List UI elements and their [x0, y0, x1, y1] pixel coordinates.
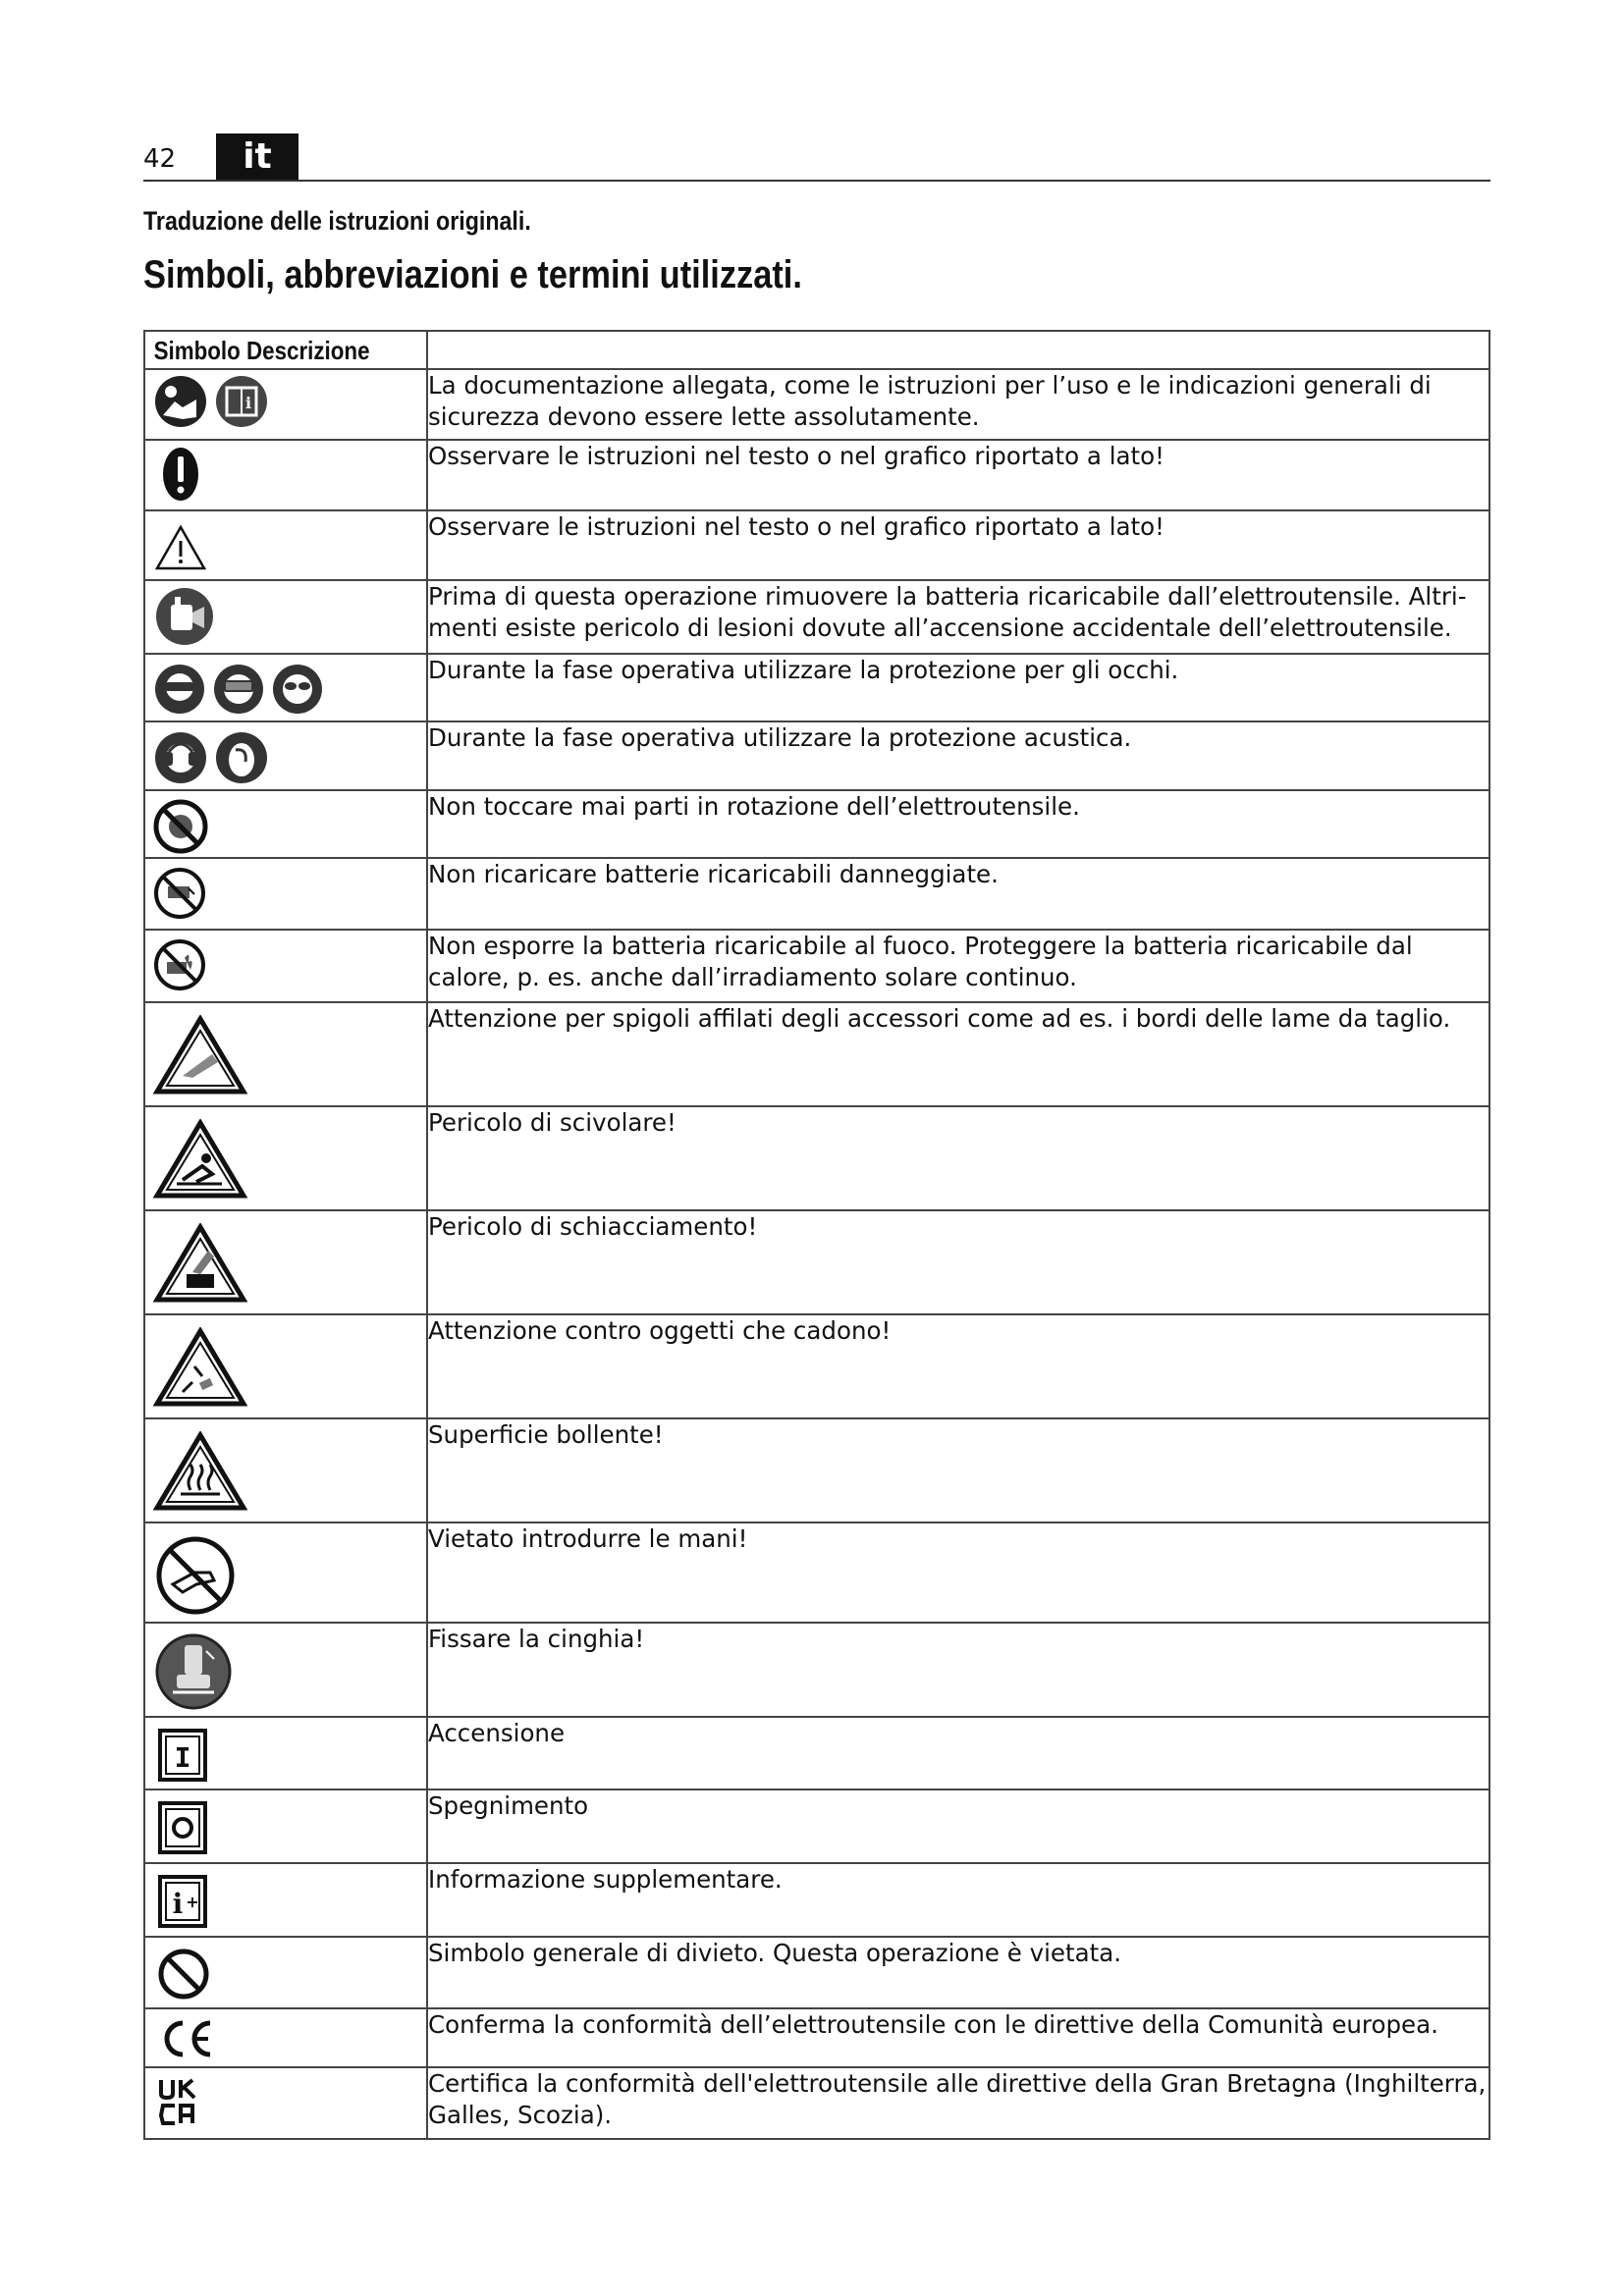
no-fire-battery-icon	[153, 938, 206, 991]
slip-hazard-icon	[153, 1119, 247, 1200]
prohibition-icon	[157, 1948, 210, 2001]
safety-glasses-icon	[271, 663, 324, 716]
row-description: La documentazione allegata, come le istruzioni per l’uso e le indicazioni generali di sicurezza devono essere lette assolutamente.	[427, 369, 1489, 440]
row-description: Attenzione contro oggetti che cadono!	[427, 1314, 1489, 1418]
ce-mark-icon	[157, 2017, 216, 2060]
falling-objects-icon	[153, 1327, 247, 1408]
row-description: Fissare la cinghia!	[427, 1623, 1489, 1717]
table-row	[144, 1314, 1489, 1418]
page-header	[143, 133, 1490, 181]
table-row	[144, 721, 1489, 790]
svg-text:+: +	[186, 1893, 199, 1911]
table-row	[144, 790, 1489, 858]
table-row	[144, 2067, 1489, 2139]
row-description: Non toccare mai parti in rotazione dell’elettroutensile.	[427, 790, 1489, 858]
mandatory-exclamation-icon	[153, 445, 208, 504]
row-description: Simbolo generale di divieto. Questa operazione è vietata.	[427, 1937, 1489, 2008]
table-row	[144, 1789, 1489, 1863]
no-hands-icon	[153, 1535, 238, 1616]
power-on-icon	[157, 1728, 208, 1783]
table-row	[144, 2008, 1489, 2067]
face-shield-icon	[212, 663, 265, 716]
table-row	[144, 1863, 1489, 1937]
remove-battery-icon	[153, 585, 216, 648]
table-row	[144, 1002, 1489, 1106]
row-description: Osservare le istruzioni nel testo o nel grafico riportato a lato!	[427, 440, 1489, 510]
ear-muffs-icon	[153, 730, 208, 785]
page-number: 42	[143, 144, 177, 174]
hot-surface-icon	[153, 1431, 247, 1512]
table-header-row	[144, 331, 1489, 369]
symbols-table	[143, 330, 1490, 2140]
row-description: Attenzione per spigoli affilati degli accessori come ad es. i bordi delle lame da taglio.	[427, 1002, 1489, 1106]
row-description: Informazione supplementare.	[427, 1863, 1489, 1937]
table-row	[144, 1522, 1489, 1623]
row-description: Accensione	[427, 1717, 1489, 1789]
svg-text:i: i	[244, 394, 252, 412]
fasten-strap-icon	[153, 1631, 234, 1712]
warning-triangle-icon	[153, 523, 208, 572]
table-row	[144, 1418, 1489, 1522]
row-description: Pericolo di schiacciamento!	[427, 1210, 1489, 1314]
row-description: Prima di questa operazione rimuovere la batteria ricaricabile dall’elettroutensile. Altrimenti esiste pericolo di lesioni dovute all’accensione accidentale dell’elettroutensile.	[427, 580, 1489, 654]
sharp-edges-warning-icon	[153, 1015, 247, 1095]
row-description: Certifica la conformità dell'elettroutensile alle direttive della Gran Bretagna (Inghilterra, Galles, Scozia).	[427, 2067, 1489, 2139]
table-row	[144, 440, 1489, 510]
row-description: Pericolo di scivolare!	[427, 1106, 1489, 1210]
table-row	[144, 930, 1489, 1002]
table-row	[144, 369, 1489, 440]
no-charge-damaged-battery-icon	[153, 867, 206, 920]
ukca-mark-icon	[157, 2076, 204, 2127]
table-row	[144, 580, 1489, 654]
table-row	[144, 858, 1489, 930]
table-header-label: Simbolo Descrizione	[153, 336, 370, 365]
row-description: Durante la fase operativa utilizzare la protezione acustica.	[427, 721, 1489, 790]
row-description: Conferma la conformità dell’elettroutensile con le direttive della Comunità europea.	[427, 2008, 1489, 2067]
document-subtitle: Traduzione delle istruzioni originali.	[143, 206, 531, 236]
additional-info-icon	[157, 1874, 208, 1929]
no-touch-rotating-icon	[153, 799, 208, 854]
page-title: Simboli, abbreviazioni e termini utilizzati.	[143, 253, 802, 296]
table-row	[144, 1717, 1489, 1789]
header-rule	[143, 180, 1490, 182]
table-row	[144, 654, 1489, 721]
row-description: Superficie bollente!	[427, 1418, 1489, 1522]
read-manual-icon	[153, 374, 208, 429]
table-row	[144, 1210, 1489, 1314]
row-description: Vietato introdurre le mani!	[427, 1522, 1489, 1623]
row-description: Non ricaricare batterie ricaricabili danneggiate.	[427, 858, 1489, 930]
svg-text:i: i	[172, 1888, 184, 1920]
svg-text:I: I	[174, 1741, 191, 1774]
row-description: Osservare le istruzioni nel testo o nel grafico riportato a lato!	[427, 510, 1489, 580]
language-badge: it	[216, 133, 298, 181]
table-header-empty	[427, 331, 1489, 369]
table-row	[144, 1937, 1489, 2008]
ear-protection-icon	[214, 730, 269, 785]
eye-protection-goggles-icon	[153, 663, 206, 716]
row-description: Non esporre la batteria ricaricabile al fuoco. Proteggere la batteria ricaricabile dal calore, p. es. anche dall’irradiamento solare continuo.	[427, 930, 1489, 1002]
row-description: Spegnimento	[427, 1789, 1489, 1863]
table-header-cell	[144, 331, 427, 369]
crush-hazard-icon	[153, 1223, 247, 1304]
info-book-icon	[214, 374, 269, 429]
table-row	[144, 1623, 1489, 1717]
table-row	[144, 510, 1489, 580]
table-row	[144, 1106, 1489, 1210]
power-off-icon	[157, 1800, 208, 1855]
row-description: Durante la fase operativa utilizzare la protezione per gli occhi.	[427, 654, 1489, 721]
